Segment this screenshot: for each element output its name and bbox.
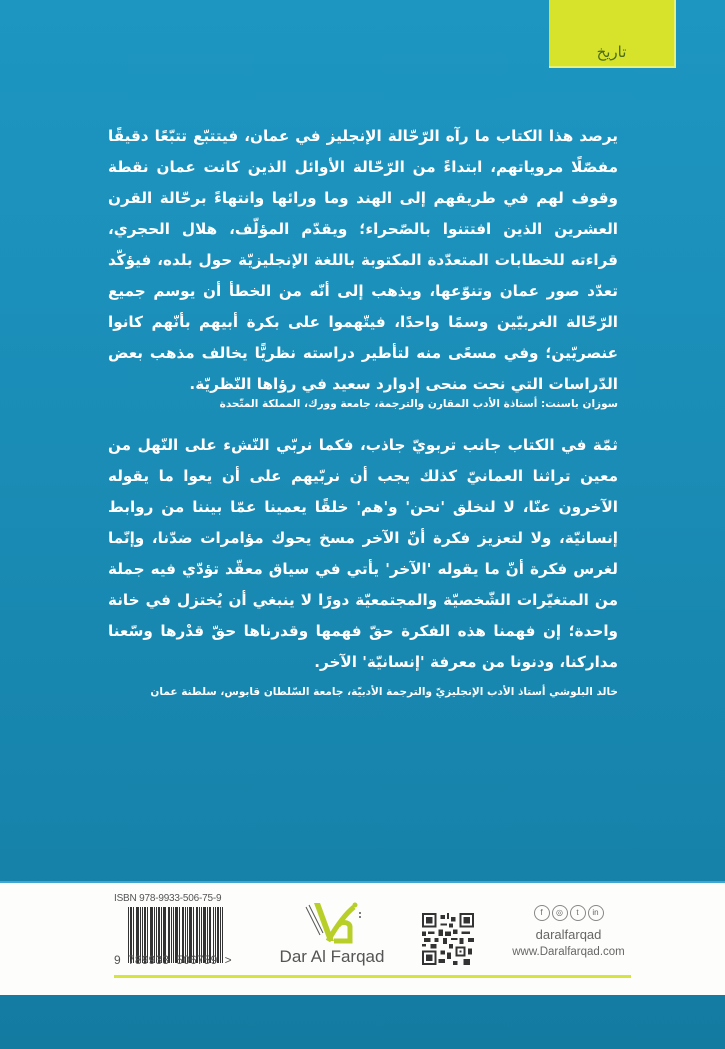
social-icons [496, 905, 641, 921]
isbn-label: ISBN 978-9933-506-75-9 [114, 893, 222, 904]
instagram-icon[interactable]: ◎ [552, 905, 568, 921]
genre-tag [549, 0, 676, 68]
dar-al-farqad-logo-icon [298, 897, 368, 947]
review-attribution-1: سوزان باسنت: أستاذة الأدب المقارن والترجمة، جامعة وورك، المملكة المتّحدة [219, 398, 618, 410]
social-handle[interactable]: daralfarqad [535, 927, 602, 942]
barcode-digits: 9 789933 506759 > [114, 953, 232, 967]
publisher-logo [262, 895, 402, 975]
blurb-text: ثمّة في الكتاب جانب تربويّ جاذب، فكما نربّي النّشء على النّهل من معين تراثنا العمانيّ كذلك يجب أن نربّيهم على أن يعوا ما يقوله الآخرون عنّا، لا لنخلق 'نحن' و'هم' خلقًا يعمينا عمّا بيننا من روابط إنسانيّة، ولا لتعزيز فكرة أنّ الآخر مسخ يحوك مؤامرات ضدّنا، وإنّما لغرس فكرة أنّ ما يقوله 'الآخر' يأتي في سياق معقّد تؤدّي فيه جملة من المتغيّرات الشّخصيّة والمجتمعيّة دورًا لا ينبغي أن يُختزل في خانة واحدة؛ إن فهمنا هذه الفكرة حقّ فهمها وقدرناها حقّ قدْرها وسّعنا مداركنا، ودنونا من معرفة 'إنسانيّة' الآخر. [108, 436, 618, 671]
genre-label: تاريخ [596, 43, 627, 61]
facebook-icon[interactable]: f [534, 905, 550, 921]
footer-divider [114, 975, 631, 978]
linkedin-icon[interactable]: in [588, 905, 604, 921]
blurb-text: يرصد هذا الكتاب ما رآه الرّحّالة الإنجليز في عمان، فيتتبّع تتبّعًا دقيقًا مفصّلًا مروياتهم، ابتداءً من الرّحّالة الأوائل الذين كانت عمان نقطة وقوف لهم في طريقهم إلى الهند وما ورائها وانتهاءً برحّالة القرن العشرين الذين افتتنوا بالصّحراء؛ ويقدّم المؤلّف، هلال الحجري، قراءته للخطابات المتعدّدة المكتوبة باللغة الإنجليزيّة حول بلده، فيؤكّد تعدّد صور عمان وتنوّعها، ويذهب إلى أنّه من الخطأ أن يوسم جميع الرّحّالة الغربيّين وسمًا واحدًا، فيتّهموا على بكرة أبيهم بأنّهم كانوا عنصريّين؛ وفي مسعًى منه لتأطير دراسته نظريًّا يخالف مذهب بعض الدّراسات التي نحت منحى إدوارد سعيد في رؤاها النّظريّة. [108, 127, 618, 393]
blurb-review-1 [108, 121, 618, 400]
twitter-icon[interactable]: t [570, 905, 586, 921]
social-contact [496, 905, 641, 958]
publisher-footer [0, 881, 725, 995]
publisher-name: Dar Al Farqad [279, 947, 385, 966]
blurb-review-2 [108, 430, 618, 678]
qr-code-icon[interactable] [422, 913, 474, 965]
review-attribution-2: خالد البلوشي أستاذ الأدب الإنجليزيّ والترجمة الأدبيّة، جامعة السّلطان قابوس، سلطنة عمان [150, 686, 618, 698]
website-link[interactable]: www.Daralfarqad.com [512, 946, 625, 958]
isbn-barcode-block [114, 893, 249, 973]
